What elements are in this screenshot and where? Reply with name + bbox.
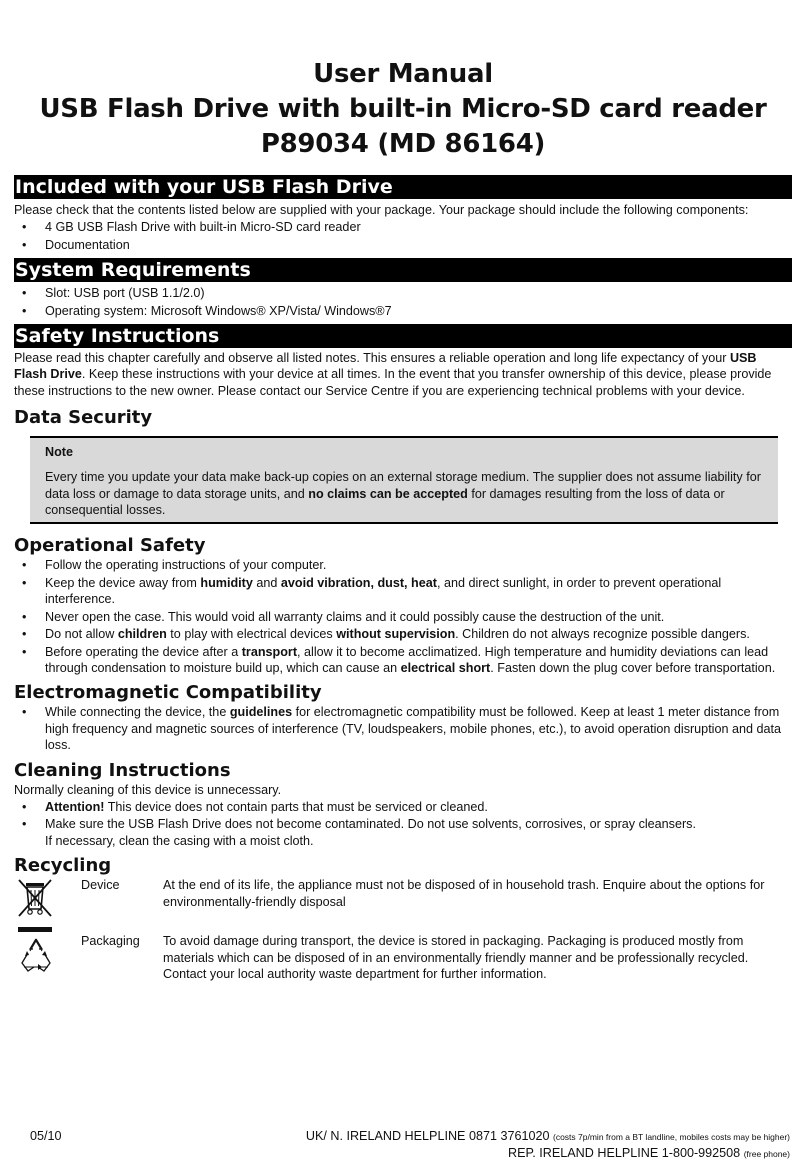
system-list xyxy=(14,285,792,319)
recycling-packaging-row xyxy=(14,933,792,995)
subheading-recycling: Recycling xyxy=(14,855,112,877)
section-heading-safety: Safety Instructions xyxy=(14,324,792,348)
manual-page xyxy=(14,0,792,995)
footer-date: 05/10 xyxy=(30,1129,62,1143)
subheading-cleaning: Cleaning Instructions xyxy=(14,759,231,781)
emc-list xyxy=(14,704,792,753)
operational-list xyxy=(14,557,792,676)
included-intro: Please check that the contents listed below are supplied with your package. Your package should include the following components: xyxy=(14,203,749,217)
title-line-2: USB Flash Drive with built-in Micro-SD card reader xyxy=(39,94,767,124)
system-item-os: • Operating system: Microsoft Windows® XP/Vista/ Windows®7 xyxy=(45,303,792,319)
emc-item: • While connecting the device, the guidelines for electromagnetic compatibility must be followed. Keep at least 1 meter distance from high frequency and magnetic sources of interference (TV, loudspeakers, mobile phones, etc.), to avoid operation disruption and data loss. xyxy=(45,704,792,753)
recycling-icon xyxy=(14,927,58,982)
footer-ie-helpline: REP. IRELAND HELPLINE 1-800-992508 (free phone) xyxy=(508,1146,790,1160)
recycling-packaging-label: Packaging xyxy=(81,934,140,949)
section-heading-included: Included with your USB Flash Drive xyxy=(14,175,792,199)
cleaning-list xyxy=(14,799,792,849)
operational-item: • Never open the case. This would void all warranty claims and it could possibly cause the destruction of the unit. xyxy=(45,609,792,625)
recycling-packaging-text: To avoid damage during transport, the device is stored in packaging. Packaging is produced mostly from materials which can be disposed of in an environmentally friendly manner and be professionally recycled. Contact your local authority waste department for further information. xyxy=(163,934,749,981)
operational-item: • Follow the operating instructions of your computer. xyxy=(45,557,792,573)
safety-intro: Please read this chapter carefully and observe all listed notes. This ensures a reliable operation and long life expectancy of your USB Flash Drive. Keep these instructions with your device at all times. In the event that you transfer ownership of this device, please provide these instructions to the new owner. Please contact our Service Centre if you are experiencing technical problems with your device. xyxy=(14,351,772,398)
weee-crossed-bin-icon xyxy=(14,877,56,924)
note-box xyxy=(30,436,778,524)
footer-uk-helpline: UK/ N. IRELAND HELPLINE 0871 3761020 (costs 7p/min from a BT landline, mobiles costs may be higher) xyxy=(305,1129,790,1143)
recycling-device-text: At the end of its life, the appliance must not be disposed of in household trash. Enquire about the options for environmentally-friendly disposal xyxy=(163,878,765,909)
recycling-device-label: Device xyxy=(81,878,120,893)
note-text: Every time you update your data make back-up copies on an external storage medium. The supplier does not assume liability for data loss or damage to data storage units, and no claims can be accepted for damages resulting from the loss of data or consequential losses. xyxy=(45,470,761,518)
subheading-operational-safety: Operational Safety xyxy=(14,535,206,557)
recycling-device-row xyxy=(14,877,792,933)
cleaning-item: • Make sure the USB Flash Drive does not become contaminated. Do not use solvents, corrosives, or spray cleansers. If necessary, clean the casing with a moist cloth. xyxy=(45,816,792,849)
section-heading-system: System Requirements xyxy=(14,258,792,282)
included-item-drive: • 4 GB USB Flash Drive with built-in Micro-SD card reader xyxy=(45,219,792,235)
included-item-documentation: • Documentation xyxy=(45,237,792,253)
cleaning-item: • Attention! This device does not contain parts that must be serviced or cleaned. xyxy=(45,799,792,815)
operational-item: • Before operating the device after a transport, allow it to become acclimatized. High temperature and humidity deviations can lead through condensation to moisture build up, which can cause an electrical short. Fasten down the plug cover before transportation. xyxy=(45,644,792,677)
cleaning-intro: Normally cleaning of this device is unnecessary. xyxy=(14,782,282,797)
page-title xyxy=(14,57,792,162)
subheading-emc: Electromagnetic Compatibility xyxy=(14,682,322,704)
system-item-slot: • Slot: USB port (USB 1.1/2.0) xyxy=(45,285,792,301)
note-label: Note xyxy=(45,445,73,460)
title-line-1: User Manual xyxy=(313,59,493,89)
included-list xyxy=(14,219,792,253)
operational-item: • Keep the device away from humidity and avoid vibration, dust, heat, and direct sunlight, in order to prevent operational interference. xyxy=(45,575,792,608)
subheading-data-security: Data Security xyxy=(14,407,153,429)
title-line-3: P89034 (MD 86164) xyxy=(260,129,546,159)
operational-item: • Do not allow children to play with electrical devices without supervision. Children do not always recognize possible dangers. xyxy=(45,626,792,642)
